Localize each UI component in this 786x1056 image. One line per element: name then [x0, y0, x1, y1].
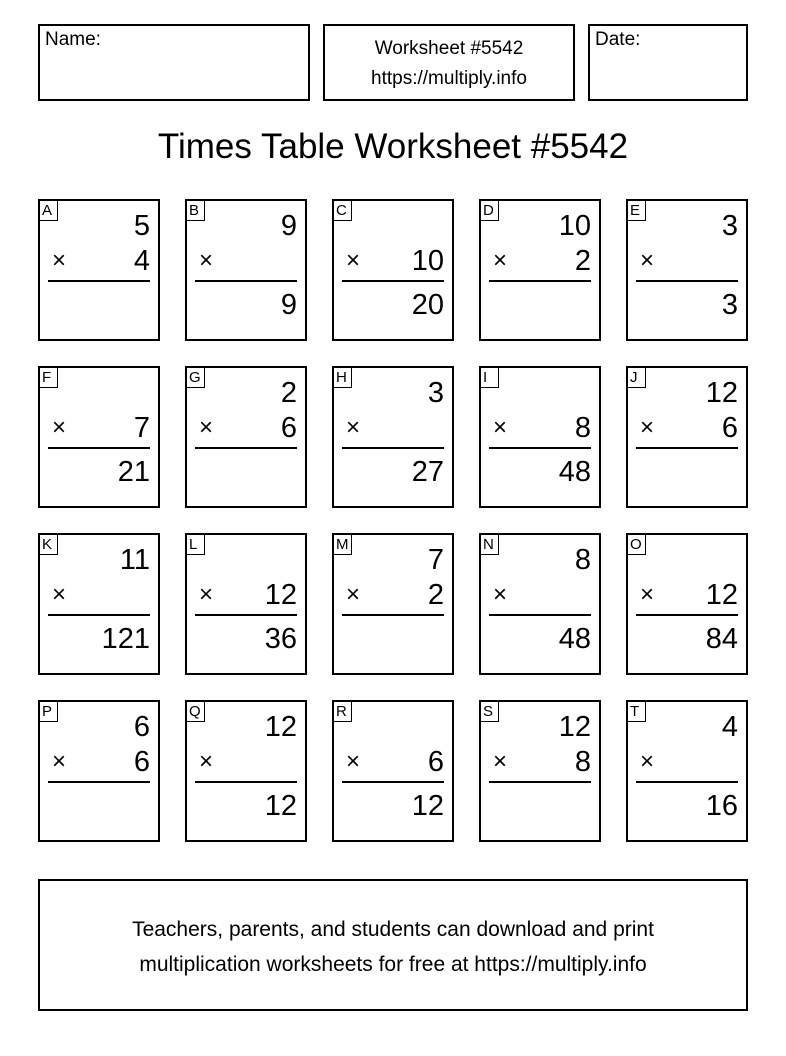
times-sign: × — [493, 748, 508, 775]
problem-box — [185, 533, 307, 675]
problem-letter: P — [40, 702, 58, 722]
problem-box — [185, 700, 307, 842]
answer-rule — [489, 280, 591, 282]
multiplicand: 9 — [280, 210, 297, 242]
answer: 3 — [721, 289, 738, 321]
answer-rule — [195, 280, 297, 282]
problem-letter: R — [334, 702, 352, 722]
answer-rule — [342, 781, 444, 783]
multiplier: 6 — [280, 412, 297, 444]
multiplier: 4 — [133, 245, 150, 277]
times-sign: × — [640, 414, 655, 441]
answer-rule — [48, 447, 150, 449]
answer-rule — [636, 614, 738, 616]
problem-box — [626, 199, 748, 341]
worksheet-url: https://multiply.info — [371, 68, 527, 89]
multiplier: 6 — [427, 746, 444, 778]
times-sign: × — [52, 581, 67, 608]
problem-letter: A — [40, 201, 58, 221]
multiplier: 2 — [427, 579, 444, 611]
multiplier: 8 — [574, 412, 591, 444]
answer: 36 — [264, 623, 297, 655]
answer-rule — [48, 280, 150, 282]
times-sign: × — [199, 414, 214, 441]
times-sign: × — [52, 748, 67, 775]
problem-letter: N — [481, 535, 499, 555]
problem-letter: T — [628, 702, 646, 722]
multiplicand: 3 — [721, 210, 738, 242]
answer-rule — [636, 280, 738, 282]
answer: 21 — [117, 456, 150, 488]
times-sign: × — [346, 748, 361, 775]
problem-box — [332, 199, 454, 341]
problem-letter: B — [187, 201, 205, 221]
problem-box — [626, 366, 748, 508]
answer: 12 — [411, 790, 444, 822]
multiplicand: 5 — [133, 210, 150, 242]
times-sign: × — [640, 581, 655, 608]
problem-box — [479, 700, 601, 842]
problem-letter: S — [481, 702, 499, 722]
times-sign: × — [493, 414, 508, 441]
problem-box — [332, 366, 454, 508]
multiplier: 6 — [721, 412, 738, 444]
answer-rule — [489, 781, 591, 783]
times-sign: × — [493, 247, 508, 274]
multiplier: 6 — [133, 746, 150, 778]
answer-rule — [195, 614, 297, 616]
problem-letter: I — [481, 368, 499, 388]
answer-rule — [48, 614, 150, 616]
problem-box — [479, 533, 601, 675]
answer: 12 — [264, 790, 297, 822]
problem-box — [626, 533, 748, 675]
footer-box — [38, 879, 748, 1011]
answer: 48 — [558, 623, 591, 655]
problem-box — [479, 199, 601, 341]
multiplier: 8 — [574, 746, 591, 778]
times-sign: × — [346, 581, 361, 608]
date-label: Date: — [595, 29, 641, 50]
problem-box — [332, 533, 454, 675]
multiplicand: 12 — [558, 711, 591, 743]
problem-box — [38, 199, 160, 341]
problem-letter: M — [334, 535, 352, 555]
date-field-box — [588, 24, 748, 101]
answer-rule — [195, 781, 297, 783]
multiplicand: 11 — [119, 544, 150, 576]
name-field-box — [38, 24, 310, 101]
page-title: Times Table Worksheet #5542 — [157, 127, 629, 166]
multiplicand: 4 — [721, 711, 738, 743]
problem-letter: C — [334, 201, 352, 221]
problem-box — [479, 366, 601, 508]
problem-letter: F — [40, 368, 58, 388]
answer: 16 — [705, 790, 738, 822]
problem-letter: D — [481, 201, 499, 221]
answer-rule — [636, 781, 738, 783]
problem-letter: K — [40, 535, 58, 555]
problem-box — [185, 199, 307, 341]
times-sign: × — [640, 247, 655, 274]
name-label: Name: — [45, 29, 101, 50]
answer-rule — [489, 614, 591, 616]
answer: 27 — [411, 456, 444, 488]
problem-box — [332, 700, 454, 842]
times-sign: × — [199, 247, 214, 274]
answer-rule — [342, 447, 444, 449]
worksheet-id: Worksheet #5542 — [374, 38, 524, 59]
multiplicand: 12 — [705, 377, 738, 409]
answer: 20 — [411, 289, 444, 321]
answer: 121 — [101, 623, 150, 655]
times-sign: × — [346, 247, 361, 274]
times-sign: × — [199, 581, 214, 608]
answer-rule — [636, 447, 738, 449]
times-sign: × — [199, 748, 214, 775]
problem-letter: J — [628, 368, 646, 388]
problem-letter: O — [628, 535, 646, 555]
times-sign: × — [52, 247, 67, 274]
multiplicand: 7 — [427, 544, 444, 576]
multiplier: 7 — [133, 412, 150, 444]
multiplicand: 6 — [133, 711, 150, 743]
answer-rule — [342, 280, 444, 282]
multiplier: 12 — [264, 579, 297, 611]
problem-letter: G — [187, 368, 205, 388]
answer: 84 — [705, 623, 738, 655]
multiplier: 10 — [411, 245, 444, 277]
multiplicand: 12 — [264, 711, 297, 743]
answer: 48 — [558, 456, 591, 488]
multiplicand: 3 — [427, 377, 444, 409]
times-sign: × — [640, 748, 655, 775]
worksheet-id-box — [323, 24, 575, 101]
multiplier: 2 — [574, 245, 591, 277]
problem-letter: E — [628, 201, 646, 221]
answer: 9 — [280, 289, 297, 321]
multiplicand: 8 — [574, 544, 591, 576]
answer-rule — [48, 781, 150, 783]
answer-rule — [195, 447, 297, 449]
problem-letter: L — [187, 535, 205, 555]
footer-line-2: multiplication worksheets for free at https://multiply.info — [139, 953, 647, 976]
problem-box — [38, 533, 160, 675]
multiplier: 12 — [705, 579, 738, 611]
multiplicand: 2 — [280, 377, 297, 409]
problem-box — [185, 366, 307, 508]
multiplicand: 10 — [558, 210, 591, 242]
footer-line-1: Teachers, parents, and students can download and print — [132, 918, 654, 941]
problem-box — [626, 700, 748, 842]
times-sign: × — [52, 414, 67, 441]
answer-rule — [342, 614, 444, 616]
times-sign: × — [346, 414, 361, 441]
problem-letter: Q — [187, 702, 205, 722]
times-sign: × — [493, 581, 508, 608]
answer-rule — [489, 447, 591, 449]
problem-box — [38, 700, 160, 842]
problem-box — [38, 366, 160, 508]
problem-letter: H — [334, 368, 352, 388]
